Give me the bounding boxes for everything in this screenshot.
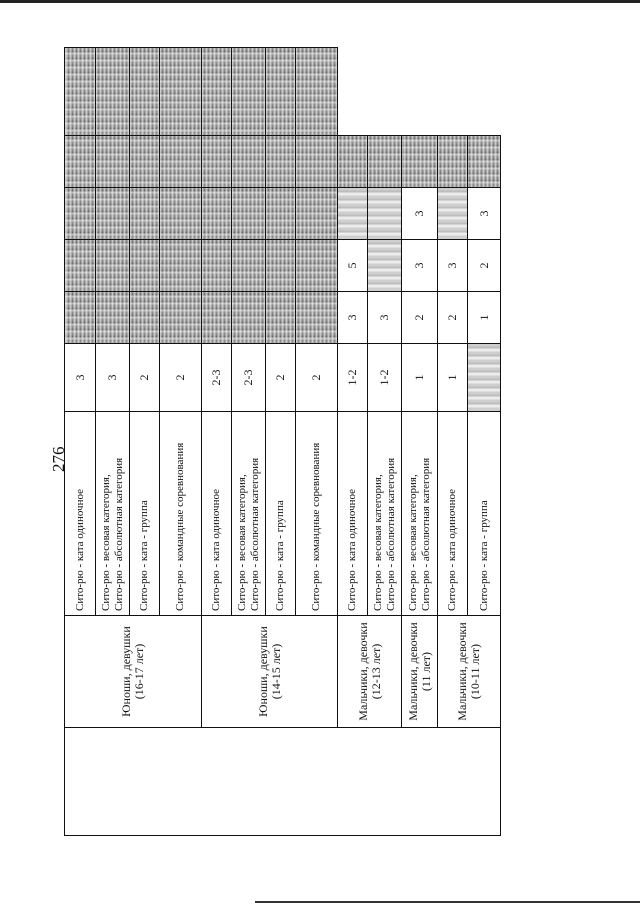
shaded-cell bbox=[232, 292, 266, 344]
discipline-line: Сито-рю - весовая категория, bbox=[406, 474, 419, 611]
shaded-cell bbox=[338, 136, 368, 188]
category-cell bbox=[202, 616, 338, 728]
discipline-line: Сито-рю - весовая категория, bbox=[99, 474, 112, 611]
value-cell: 2 bbox=[468, 240, 501, 292]
table-frame bbox=[64, 48, 491, 836]
category-line: (10-11 лет) bbox=[468, 643, 482, 700]
empty-column bbox=[65, 728, 501, 836]
value-cell: 2 bbox=[402, 292, 438, 344]
discipline-line: Сито-рю - ката одиночное bbox=[346, 489, 358, 611]
discipline-line: Сито-рю - ката одиночное bbox=[446, 489, 458, 611]
discipline-cell bbox=[438, 412, 468, 616]
shaded-cell bbox=[202, 240, 232, 292]
discipline-cell bbox=[338, 412, 368, 616]
shaded-cell bbox=[296, 48, 338, 136]
value-cell: 3 bbox=[65, 344, 96, 412]
shaded-cell bbox=[130, 188, 160, 240]
shaded-cell bbox=[232, 136, 266, 188]
discipline-line: Сито-рю - весовая категория, bbox=[235, 474, 248, 611]
discipline-line: Сито-рю - командные соревнования bbox=[174, 442, 186, 611]
value-cell: 1-2 bbox=[338, 344, 368, 412]
value-cell: 3 bbox=[368, 292, 402, 344]
discipline-line: Сито-рю - ката одиночное bbox=[210, 489, 222, 611]
value-cell: 3 bbox=[468, 188, 501, 240]
shaded-cell bbox=[130, 136, 160, 188]
shaded-cell bbox=[266, 240, 296, 292]
value-cell: 5 bbox=[338, 240, 368, 292]
shaded-cell bbox=[65, 48, 96, 136]
value-cell: 2 bbox=[266, 344, 296, 412]
discipline-line: Сито-рю - абсолютная категория bbox=[384, 457, 397, 611]
shaded-cell bbox=[202, 136, 232, 188]
value-cell: 3 bbox=[96, 344, 130, 412]
category-line: (12-13 лет) bbox=[368, 643, 383, 700]
category-line: (11 лет) bbox=[418, 651, 433, 692]
shaded-cell bbox=[160, 292, 202, 344]
value-cell: 2 bbox=[296, 344, 338, 412]
shaded-cell bbox=[130, 240, 160, 292]
category-cell bbox=[338, 616, 402, 728]
table-row bbox=[438, 48, 468, 836]
shaded-cell bbox=[96, 48, 130, 136]
discipline-cell bbox=[368, 412, 402, 616]
shaded-cell bbox=[65, 292, 96, 344]
shaded-cell bbox=[130, 292, 160, 344]
shaded-cell bbox=[202, 188, 232, 240]
shaded-cell bbox=[296, 240, 338, 292]
discipline-cell bbox=[296, 412, 338, 616]
shaded-cell bbox=[266, 188, 296, 240]
competition-table bbox=[64, 47, 501, 836]
value-cell: 2 bbox=[160, 344, 202, 412]
discipline-line: Сито-рю - абсолютная категория bbox=[112, 457, 125, 611]
shaded-cell bbox=[468, 136, 501, 188]
shaded-cell bbox=[96, 240, 130, 292]
discipline-cell bbox=[266, 412, 296, 616]
discipline-line: Сито-рю - ката - группа bbox=[138, 500, 150, 611]
shaded-cell bbox=[65, 188, 96, 240]
category-cell bbox=[438, 616, 501, 728]
shaded-cell bbox=[438, 188, 468, 240]
discipline-line: Сито-рю - командные соревнования bbox=[310, 442, 322, 611]
table-row bbox=[338, 48, 368, 836]
discipline-cell bbox=[65, 412, 96, 616]
table-row bbox=[202, 48, 232, 836]
shaded-cell bbox=[438, 136, 468, 188]
shaded-cell bbox=[96, 188, 130, 240]
shaded-cell bbox=[266, 136, 296, 188]
value-cell: 2 bbox=[130, 344, 160, 412]
shaded-cell bbox=[296, 292, 338, 344]
discipline-cell bbox=[130, 412, 160, 616]
shaded-cell bbox=[160, 188, 202, 240]
shaded-cell bbox=[232, 48, 266, 136]
value-cell: 2-3 bbox=[232, 344, 266, 412]
shaded-cell bbox=[266, 292, 296, 344]
shaded-cell bbox=[65, 136, 96, 188]
shaded-cell bbox=[65, 240, 96, 292]
shaded-cell bbox=[338, 188, 368, 240]
value-cell: 1 bbox=[438, 344, 468, 412]
discipline-cell bbox=[232, 412, 266, 616]
table-row bbox=[402, 48, 438, 836]
category-line: Мальчики, девочки bbox=[405, 622, 420, 721]
category-line: Мальчики, девочки bbox=[455, 622, 469, 721]
shaded-cell bbox=[368, 188, 402, 240]
value-cell: 3 bbox=[338, 292, 368, 344]
discipline-cell bbox=[402, 412, 438, 616]
discipline-cell bbox=[96, 412, 130, 616]
category-cell bbox=[65, 616, 202, 728]
shaded-cell bbox=[296, 136, 338, 188]
discipline-line: Сито-рю - ката - группа bbox=[477, 500, 490, 611]
shaded-cell bbox=[160, 48, 202, 136]
discipline-line: Сито-рю - весовая категория, bbox=[371, 474, 384, 611]
discipline-cell bbox=[468, 412, 501, 616]
value-cell: 1 bbox=[402, 344, 438, 412]
discipline-cell bbox=[160, 412, 202, 616]
shaded-cell bbox=[232, 240, 266, 292]
scan-edge-bottom bbox=[255, 901, 640, 903]
shaded-cell bbox=[96, 292, 130, 344]
value-cell: 2-3 bbox=[202, 344, 232, 412]
value-cell: 1-2 bbox=[368, 344, 402, 412]
shaded-cell bbox=[296, 188, 338, 240]
shaded-cell bbox=[202, 48, 232, 136]
discipline-line: Сито-рю - абсолютная категория bbox=[248, 457, 261, 611]
shaded-cell bbox=[402, 136, 438, 188]
category-line: (14-15 лет) bbox=[268, 643, 283, 700]
shaded-cell bbox=[468, 344, 501, 412]
shaded-cell bbox=[160, 240, 202, 292]
discipline-line: Сито-рю - ката - группа bbox=[274, 500, 286, 611]
category-cell bbox=[402, 616, 438, 728]
shaded-cell bbox=[266, 48, 296, 136]
shaded-cell bbox=[202, 292, 232, 344]
discipline-line: Сито-рю - ката одиночное bbox=[73, 489, 86, 611]
shaded-cell bbox=[368, 240, 402, 292]
table-row bbox=[65, 48, 96, 836]
shaded-cell bbox=[232, 188, 266, 240]
value-cell: 3 bbox=[402, 188, 438, 240]
shaded-cell bbox=[130, 48, 160, 136]
shaded-cell bbox=[160, 136, 202, 188]
value-cell: 3 bbox=[402, 240, 438, 292]
page-number: 276 bbox=[49, 446, 68, 472]
category-line: (16-17 лет) bbox=[132, 643, 146, 700]
category-line: Мальчики, девочки bbox=[355, 622, 370, 721]
shaded-cell bbox=[96, 136, 130, 188]
value-cell: 3 bbox=[438, 240, 468, 292]
category-line: Юноши, девушки bbox=[119, 626, 133, 717]
discipline-line: Сито-рю - абсолютная категория bbox=[419, 457, 432, 611]
category-line: Юноши, девушки bbox=[255, 626, 270, 717]
discipline-cell bbox=[202, 412, 232, 616]
scan-edge-top bbox=[0, 0, 640, 3]
value-cell: 2 bbox=[438, 292, 468, 344]
shaded-cell bbox=[368, 136, 402, 188]
value-cell: 1 bbox=[468, 292, 501, 344]
